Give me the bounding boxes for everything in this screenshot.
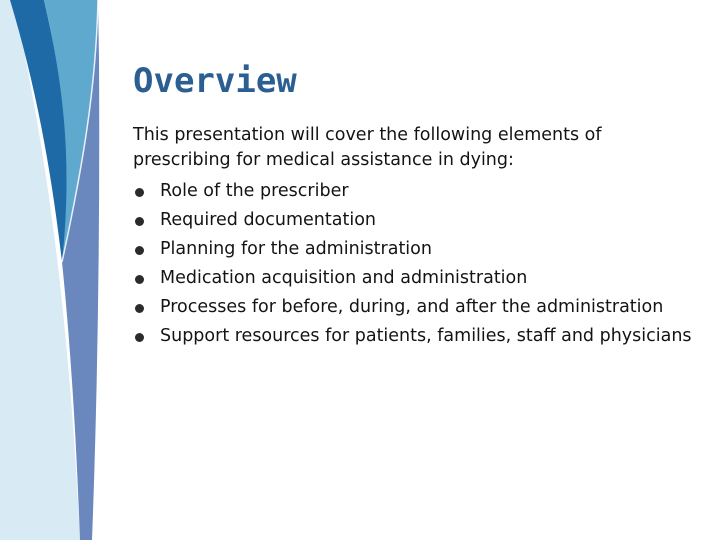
bullet-dot-icon xyxy=(135,188,144,197)
bullet-dot-icon xyxy=(135,275,144,284)
bullet-item xyxy=(133,206,703,235)
bullet-dot-icon xyxy=(135,246,144,255)
bullet-dot-icon xyxy=(135,217,144,226)
bullet-text: Role of the prescriber xyxy=(160,181,349,201)
slide-title: Overview xyxy=(133,61,297,101)
bullet-text: Required documentation xyxy=(160,210,376,230)
bullet-item xyxy=(133,322,703,349)
bullet-text: Processes for before, during, and after the administration xyxy=(160,297,664,317)
bullet-text: Medication acquisition and administration xyxy=(160,268,528,288)
bullet-text: Planning for the administration xyxy=(160,239,432,259)
bullet-item xyxy=(133,264,703,293)
intro-text: This presentation will cover the following elements of prescribing for medical assistance in dying: xyxy=(133,125,602,170)
bullet-text: Support resources for patients, families, staff and physicians xyxy=(160,326,692,346)
bullet-dot-icon xyxy=(135,333,144,342)
slide-body xyxy=(133,123,703,349)
bullet-item xyxy=(133,293,703,322)
bullet-item xyxy=(133,177,703,206)
bullet-item xyxy=(133,235,703,264)
bullet-dot-icon xyxy=(135,304,144,313)
bullet-list xyxy=(133,177,703,349)
